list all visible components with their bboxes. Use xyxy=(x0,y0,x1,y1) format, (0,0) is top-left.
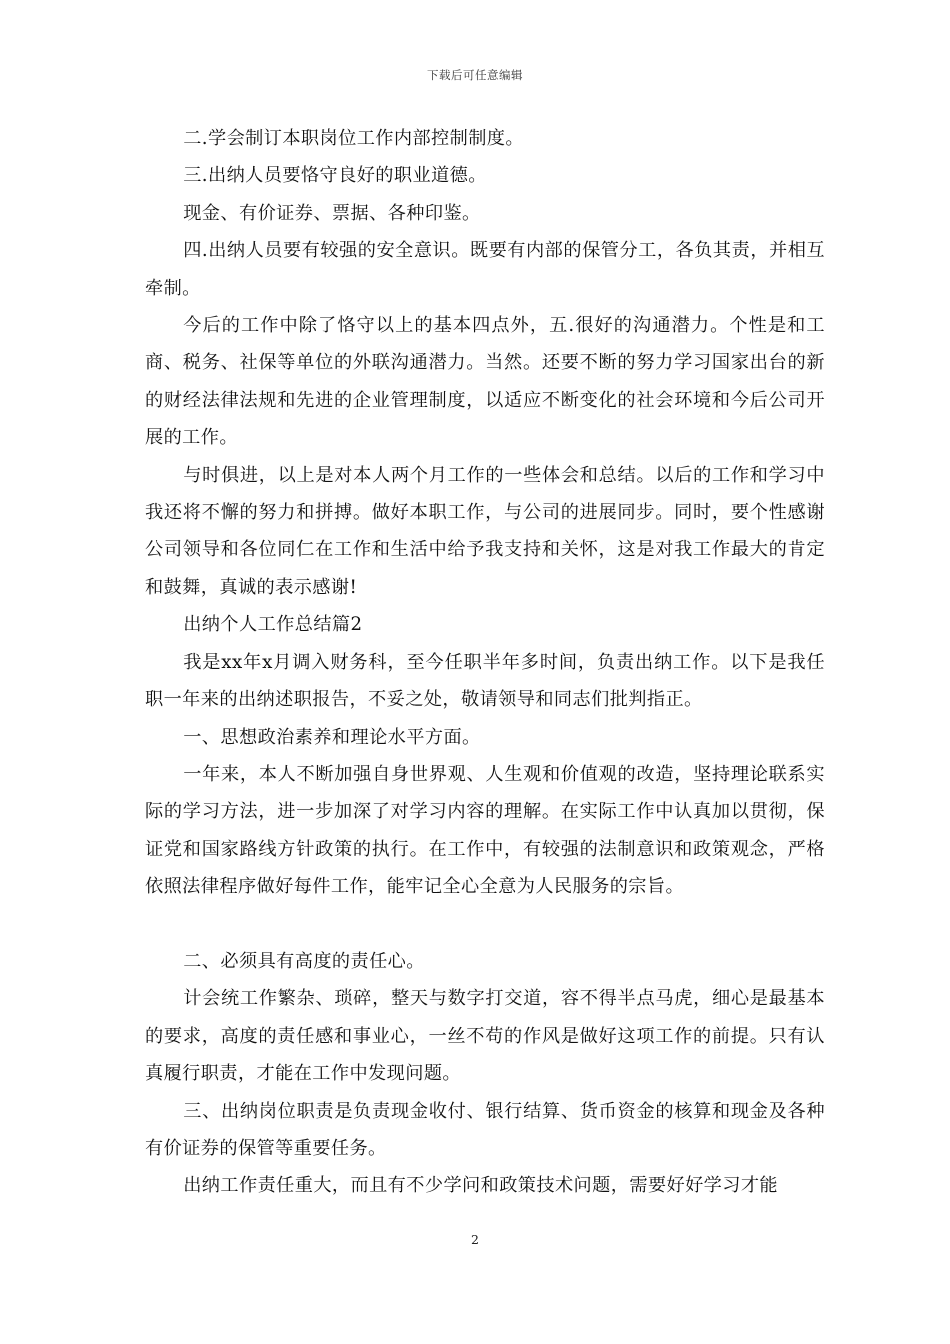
paragraph-8: 一年来，本人不断加强自身世界观、人生观和价值观的改造，坚持理论联系实际的学习方法，进一步加深了对学习内容的理解。在实际工作中认真加以贯彻，保证党和国家路线方针政策的执行。在工作中，有较强的法制意识和政策观念，严格依照法律程序做好每件工作，能牢记全心全意为人民服务的宗旨。 xyxy=(145,763,825,898)
page-number: 2 xyxy=(471,1232,479,1247)
paragraph-6: 与时俱进，以上是对本人两个月工作的一些体会和总结。以后的工作和学习中我还将不懈的努力和拼搏。做好本职工作，与公司的进展同步。同时，要个性感谢公司领导和各位同仁在工作和生活中给予我支持和关怀，这是对我工作最大的肯定和鼓舞，真诚的表示感谢! xyxy=(145,464,825,598)
heading-2: 二、必须具有高度的责任心。 xyxy=(183,950,425,972)
heading-1: 一、思想政治素养和理论水平方面。 xyxy=(183,726,481,748)
paragraph-2: 三.出纳人员要恪守良好的职业道德。 xyxy=(183,165,487,187)
paragraph-4: 四.出纳人员要有较强的安全意识。既要有内部的保管分工，各负其责，并相互牵制。 xyxy=(145,240,825,299)
paragraph-9: 计会统工作繁杂、琐碎，整天与数字打交道，容不得半点马虎，细心是最基本的要求，高度的责任感和事业心，一丝不苟的作风是做好这项工作的前提。只有认真履行职责，才能在工作中发现问题。 xyxy=(145,988,825,1085)
paragraph-5: 今后的工作中除了恪守以上的基本四点外，五.很好的沟通潜力。个性是和工商、税务、社保等单位的外联沟通潜力。当然。还要不断的努力学习国家出台的新的财经法律法规和先进的企业管理制度，以适应不断变化的社会环境和今后公司开展的工作。 xyxy=(145,315,825,449)
document-body xyxy=(145,120,825,1205)
blank-line xyxy=(145,906,825,943)
section-title: 出纳个人工作总结篇2 xyxy=(183,614,363,636)
heading-3: 三、出纳岗位职责是负责现金收付、银行结算、货币资金的核算和现金及各种有价证券的保管等重要任务。 xyxy=(145,1100,825,1159)
paragraph-1: 二.学会制订本职岗位工作内部控制制度。 xyxy=(183,128,524,149)
page-header: 下载后可任意编辑 xyxy=(427,68,523,82)
paragraph-3: 现金、有价证券、票据、各种印鉴。 xyxy=(183,202,481,224)
paragraph-10: 出纳工作责任重大，而且有不少学问和政策技术问题，需要好好学习才能 xyxy=(183,1175,779,1197)
paragraph-7: 我是xx年x月调入财务科，至今任职半年多时间，负责出纳工作。以下是我任职一年来的出纳述职报告，不妥之处，敬请领导和同志们批判指正。 xyxy=(145,651,825,711)
